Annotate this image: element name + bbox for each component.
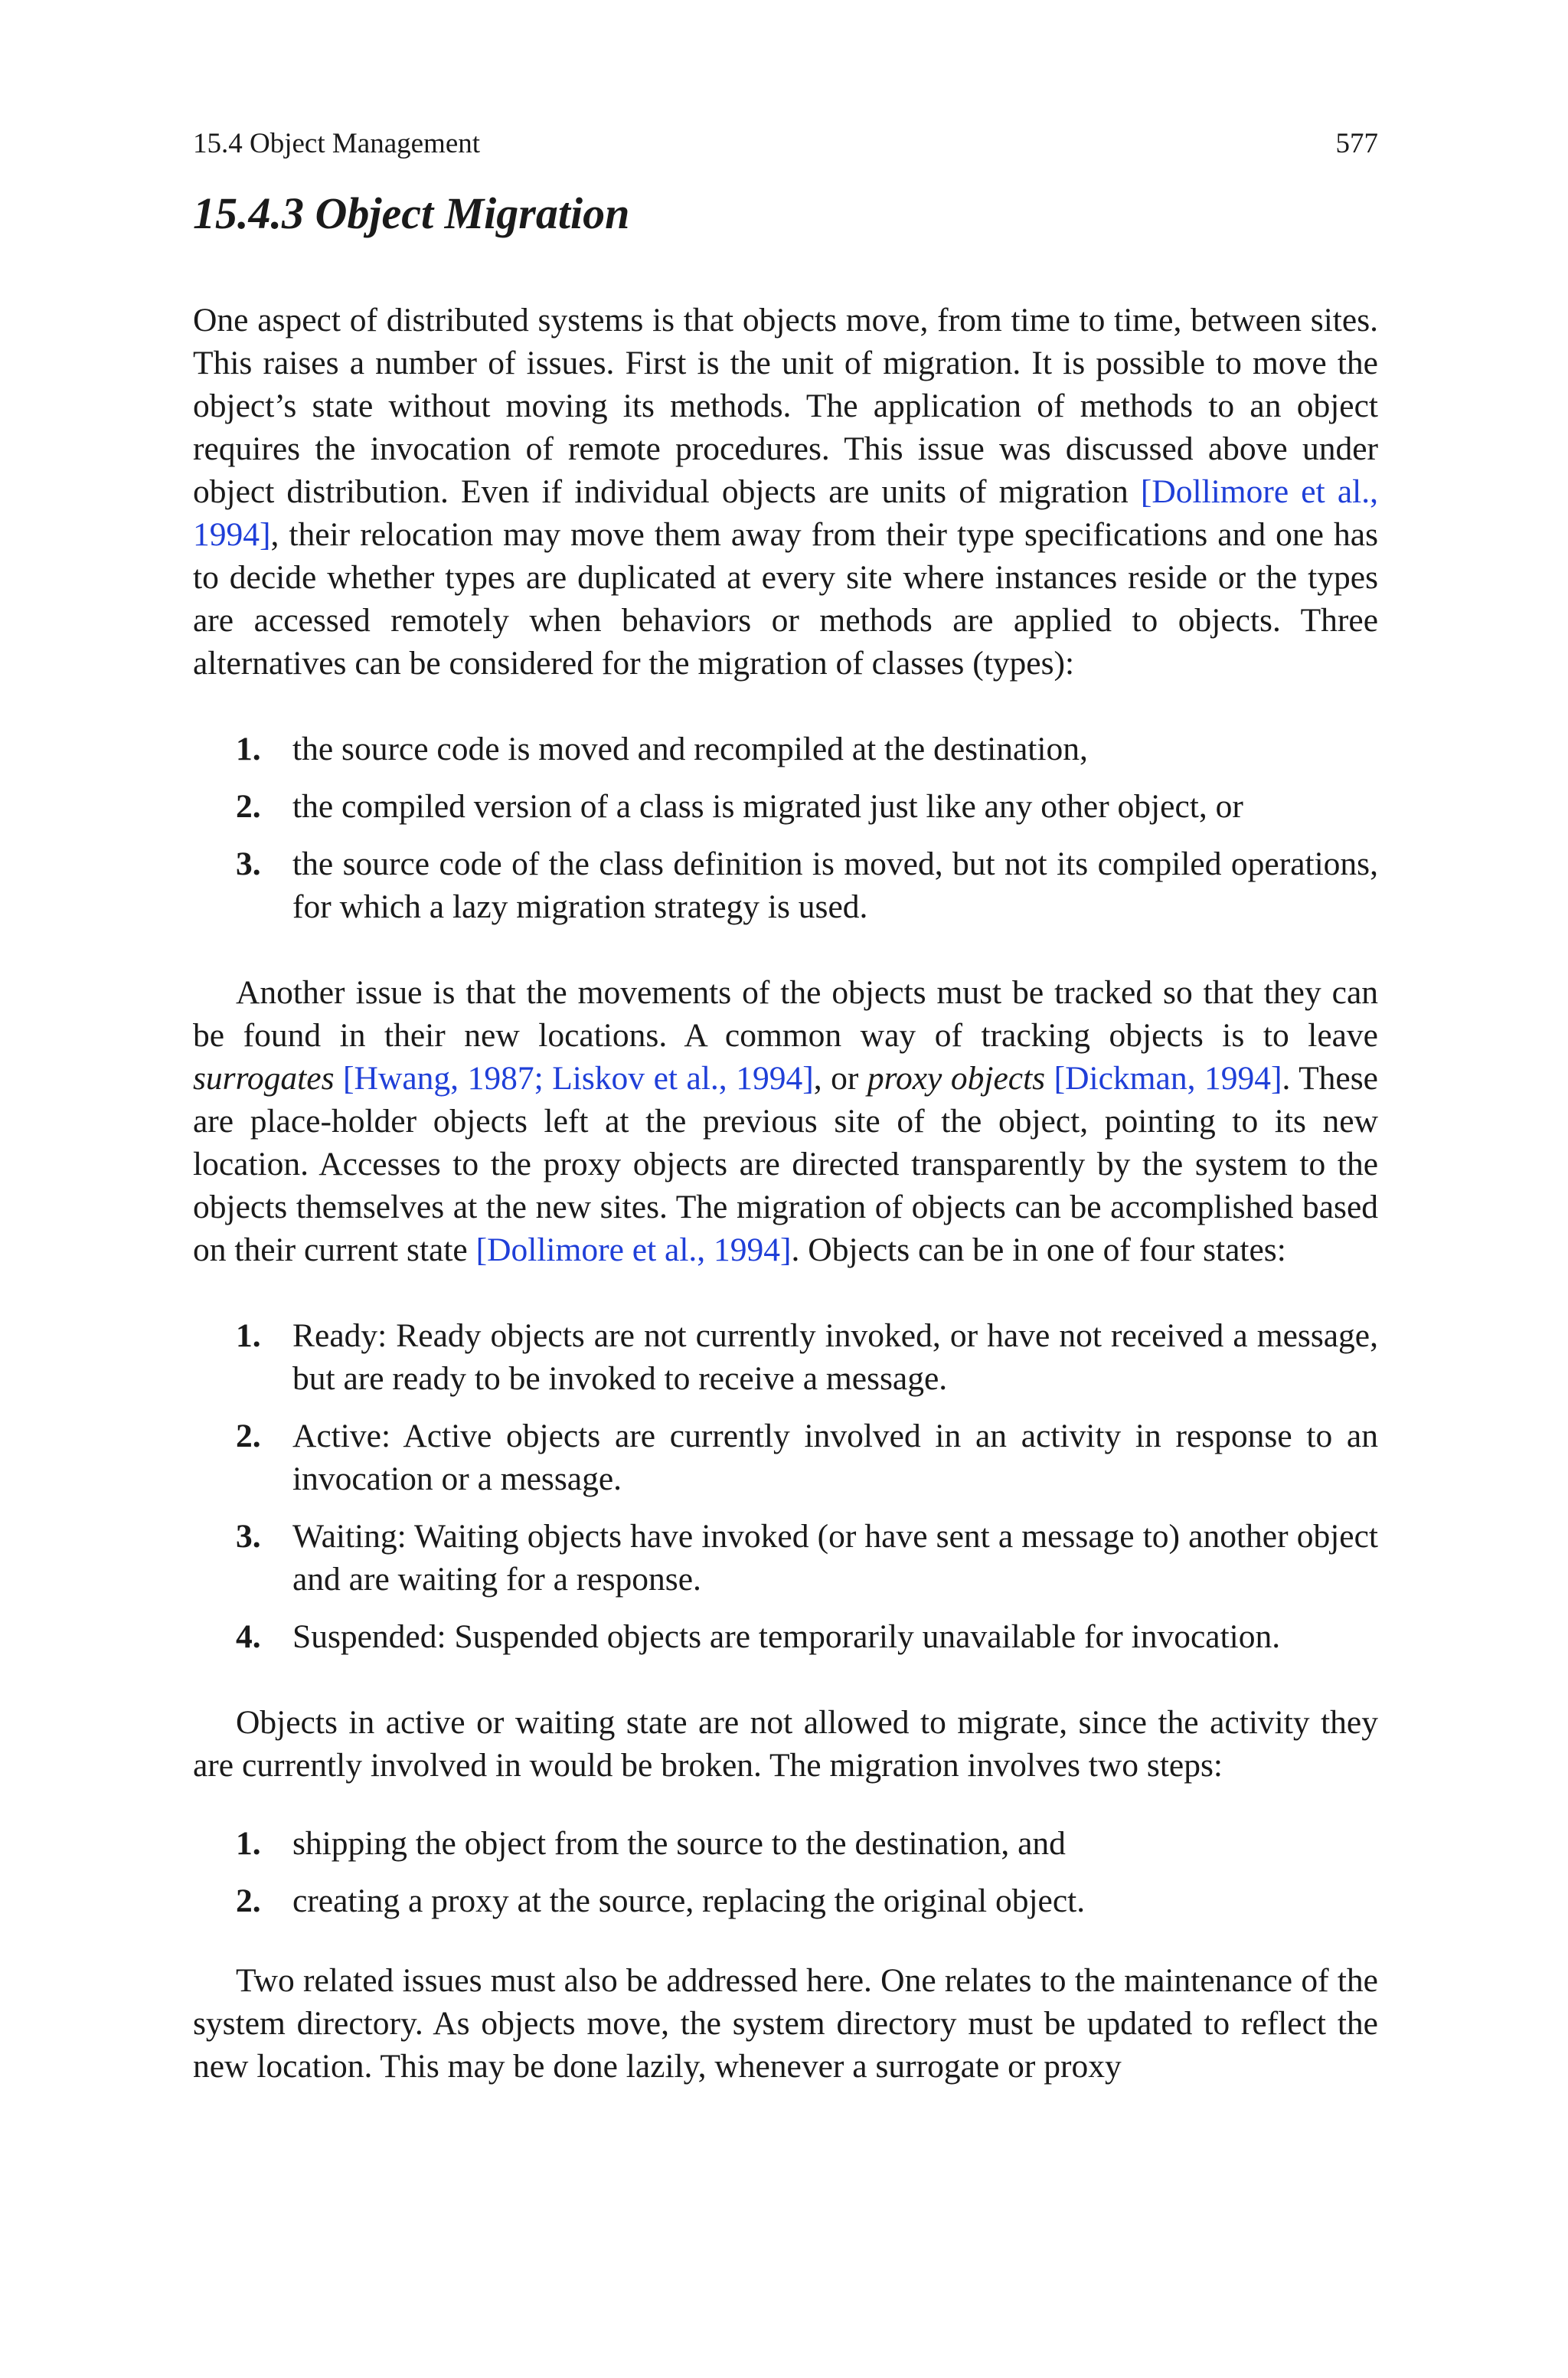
list-number: 2. xyxy=(236,1418,261,1454)
list-item xyxy=(193,1879,1378,1922)
running-head-section: 15.4 Object Management xyxy=(193,128,481,159)
paragraph-1-text-a: One aspect of distributed systems is that objects move, from time to time, between sites. This raises a number of issues. First is the unit of migration. It is possible to move the object’s state without moving its methods. The application of methods to an object requires the invocation of remote procedures. This issue was discussed above under object distribution. Even if individual objects are units of migration xyxy=(193,302,1378,510)
citation-hwang-liskov[interactable]: [Hwang, 1987; Liskov et al., 1994] xyxy=(343,1060,814,1097)
list-item-text: shipping the object from the source to the destination, and xyxy=(292,1825,1066,1862)
term-proxy-objects: proxy objects xyxy=(867,1060,1046,1097)
list-item-text: the source code is moved and recompiled at the destination, xyxy=(292,731,1088,767)
paragraph-2-text-b: , or xyxy=(813,1060,867,1097)
citation-dollimore-1994-b[interactable]: [Dollimore et al., 1994] xyxy=(475,1232,792,1268)
paragraph-2-text-a: Another issue is that the movements of the objects must be tracked so that they can be found in their new locations. A common way of tracking objects is to leave xyxy=(193,974,1378,1054)
list-item-text: Suspended: Suspended objects are temporarily unavailable for invocation. xyxy=(292,1618,1281,1655)
running-head xyxy=(193,127,1378,161)
list-number: 3. xyxy=(236,1518,261,1555)
list-item-text: Waiting: Waiting objects have invoked (or have sent a message to) another object and are waiting for a response. xyxy=(292,1518,1378,1598)
citation-dollimore-1994[interactable]: [Dollimore et al., 1994] xyxy=(193,473,1378,553)
paragraph-4: Two related issues must also be addressed here. One relates to the maintenance of the system directory. As objects move, the system directory must be updated to reflect the new location. This may be done lazily, whenever a surrogate or proxy xyxy=(193,1962,1378,2085)
list-item xyxy=(193,1615,1378,1658)
paragraph-2-text-d: . Objects can be in one of four states: xyxy=(791,1232,1286,1268)
object-states-list xyxy=(193,1314,1378,1658)
list-item xyxy=(193,728,1378,770)
list-number: 2. xyxy=(236,788,261,825)
paragraph-1 xyxy=(193,299,1378,685)
list-item xyxy=(193,1515,1378,1601)
list-item xyxy=(193,842,1378,928)
list-number: 1. xyxy=(236,1825,261,1862)
page-number: 577 xyxy=(1335,128,1378,159)
list-number: 3. xyxy=(236,846,261,882)
list-item xyxy=(193,1415,1378,1500)
section-title: 15.4.3 Object Migration xyxy=(193,188,630,238)
body-text xyxy=(193,299,1378,2088)
list-number: 1. xyxy=(236,731,261,767)
paragraph-2 xyxy=(193,971,1378,1271)
list-item-text: the source code of the class definition is moved, but not its compiled operations, for which a lazy migration strategy is used. xyxy=(292,846,1378,925)
paragraph-1-text-b: , their relocation may move them away from their type specifications and one has to decide whether types are duplicated at every site where instances reside or the types are accessed remotely when behaviors or methods are applied to objects. Three alternatives can be considered for the migration of classes (types): xyxy=(193,516,1378,682)
migration-alternatives-list xyxy=(193,728,1378,928)
list-number: 2. xyxy=(236,1882,261,1919)
list-item xyxy=(193,1314,1378,1400)
list-number: 1. xyxy=(236,1317,261,1354)
citation-dickman-1994[interactable]: [Dickman, 1994] xyxy=(1054,1060,1282,1097)
list-item-text: the compiled version of a class is migrated just like any other object, or xyxy=(292,788,1243,825)
list-item xyxy=(193,785,1378,828)
list-item-text: Ready: Ready objects are not currently invoked, or have not received a message, but are ready to be invoked to receive a message. xyxy=(292,1317,1378,1397)
paragraph-3: Objects in active or waiting state are not allowed to migrate, since the activity they are currently involved in would be broken. The migration involves two steps: xyxy=(193,1704,1378,1784)
list-item-text: creating a proxy at the source, replacing the original object. xyxy=(292,1882,1086,1919)
migration-steps-list xyxy=(193,1822,1378,1922)
list-item-text: Active: Active objects are currently involved in an activity in response to an invocation or a message. xyxy=(292,1418,1378,1497)
list-item xyxy=(193,1822,1378,1865)
list-number: 4. xyxy=(236,1618,261,1655)
term-surrogates: surrogates xyxy=(193,1060,335,1097)
paragraph-2-text-c: . These are place-holder objects left at the previous site of the object, pointing to its new location. Accesses to the proxy objects are directed transparently by the system to the objects themselves at the new sites. The migration of objects can be accomplished based on their current state xyxy=(193,1060,1378,1268)
